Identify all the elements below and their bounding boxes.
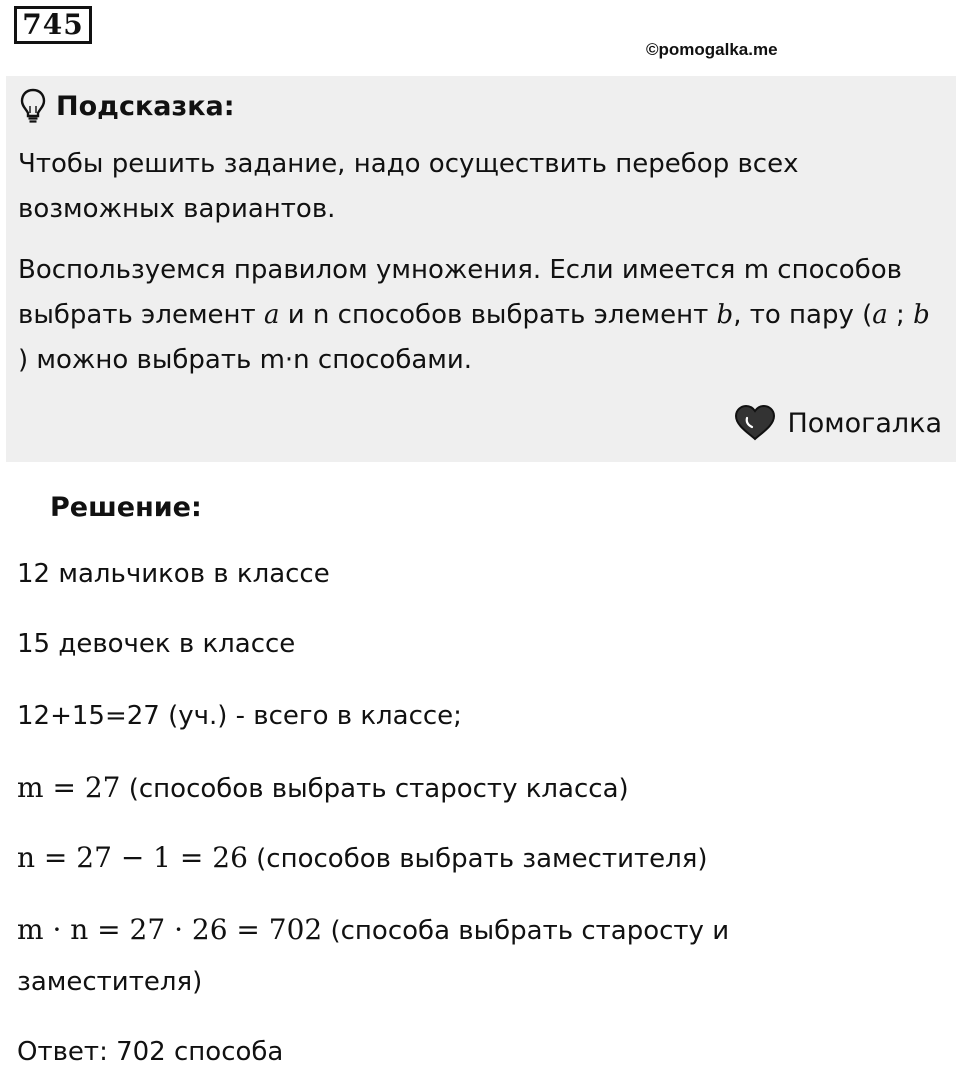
solution-line: 12+15=27 (уч.) - всего в классе; — [17, 701, 462, 731]
hint-title: Подсказка: — [56, 90, 235, 122]
formula: m · n = 27 · 26 = 702 — [17, 913, 323, 946]
solution-line: 12 мальчиков в классе — [17, 559, 330, 589]
hint-header — [20, 88, 235, 124]
lightbulb-icon — [20, 88, 46, 124]
brand — [733, 404, 942, 442]
variable-b: b — [913, 300, 930, 330]
hint-box — [6, 76, 956, 462]
solution-line: n = 27 − 1 = 26 (способов выбрать заместителя) — [17, 841, 708, 874]
answer: Ответ: 702 способа — [17, 1037, 284, 1067]
variable-a: a — [263, 300, 280, 330]
watermark: ©pomogalka.me — [646, 40, 778, 59]
solution-title: Решение: — [50, 492, 202, 523]
solution-line: m · n = 27 · 26 = 702 (способа выбрать старосту и — [17, 913, 730, 946]
variable-a: a — [872, 300, 888, 330]
heart-icon — [733, 404, 787, 442]
solution-line: m = 27 (способов выбрать старосту класса) — [17, 771, 629, 804]
hint-paragraph-1: Чтобы решить задание, надо осуществить перебор всех возможных вариантов. — [18, 149, 799, 224]
brand-name: Помогалка — [787, 407, 942, 439]
formula: n = 27 − 1 = 26 — [17, 841, 248, 874]
formula: m = 27 — [17, 771, 121, 804]
solution-line: 15 девочек в классе — [17, 629, 296, 659]
hint-paragraph-2: Воспользуемся правилом умножения. Если имеется m способов выбрать элемент a и n способов выбрать элемент b, то пару (a ; b ) можно выбрать m·n способами. — [18, 255, 930, 375]
task-number: 745 — [14, 6, 92, 44]
variable-b: b — [716, 300, 734, 330]
solution-line: заместителя) — [17, 967, 203, 997]
